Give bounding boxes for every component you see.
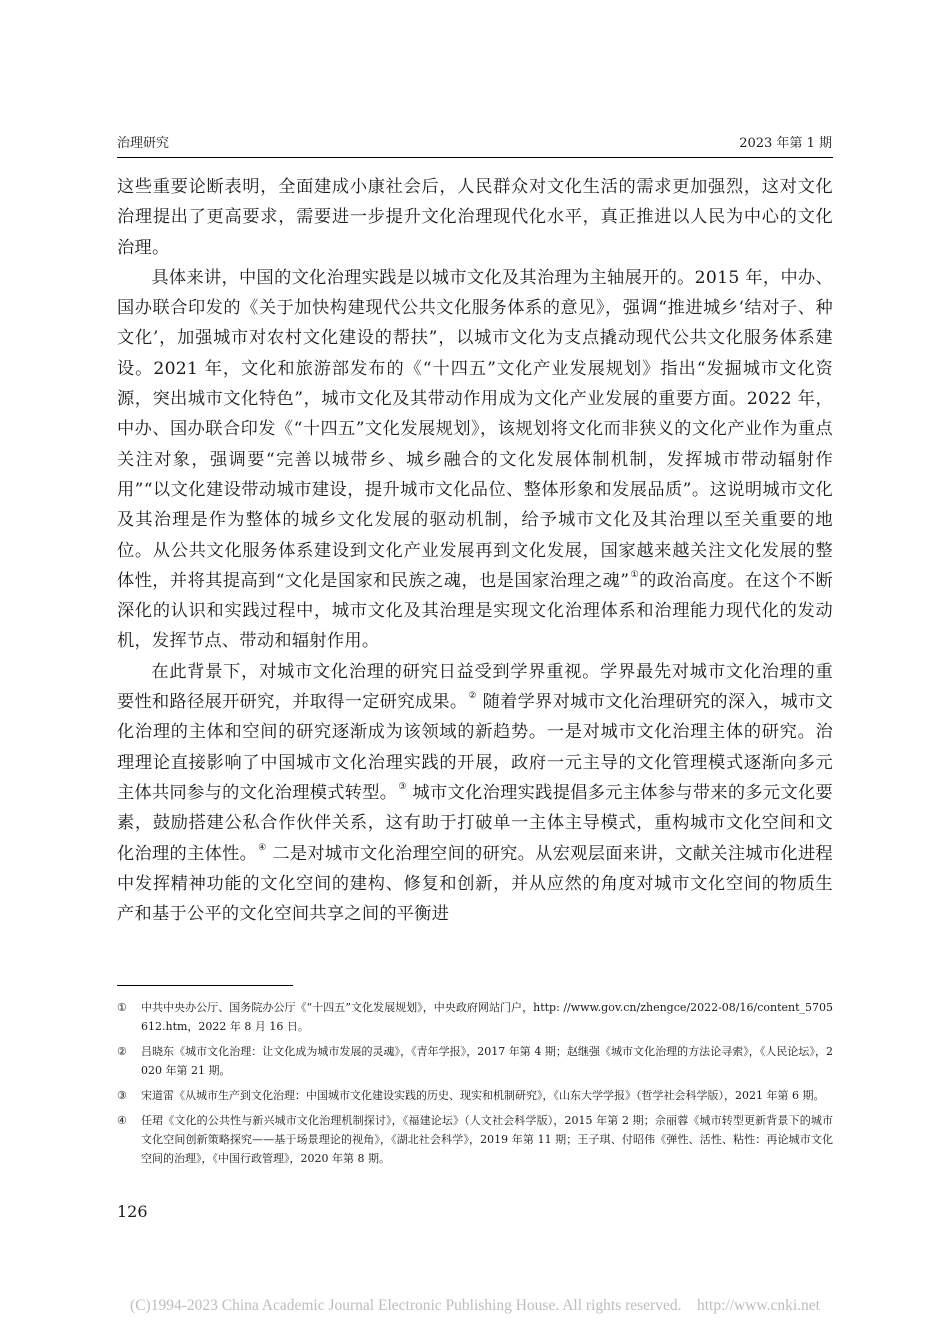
copyright-watermark: (C)1994-2023 China Academic Journal Electronic Publishing House. All rights reserved. http://www.cnki.net [130, 1297, 820, 1314]
paragraph-2-text-a: 具体来讲，中国的文化治理实践是以城市文化及其治理为主轴展开的。2015 年，中办、国办联合印发的《关于加快构建现代公共文化服务体系的意见》，强调“推进城乡‘结对子、种文化’，加强城市对农村文化建设的帮扶”，以城市文化为支点撬动现代公共文化服务体系建设。2021 年，文化和旅游部发布的《“十四五”文化产业发展规划》指出“发掘城市文化资源，突出城市文化特色”，城市文化及其带动作用成为文化产业发展的重要方面。2022 年，中办、国办联合印发《“十四五”文化发展规划》，该规划将文化而非狭义的文化产业作为重点关注对象，强调要“完善以城带乡、城乡融合的文化发展体制机制，发挥城市带动辐射作用”“以文化建设带动城市建设，提升城市文化品位、整体形象和发展品质”。这说明城市文化及其治理是作为整体的城乡文化发展的驱动机制，给予城市文化及其治理以至关重要的地位。从公共文化服务体系建设到文化产业发展再到文化发展，国家越来越关注文化发展的整体性，并将其提高到“文化是国家和民族之魂，也是国家治理之魂” [117, 267, 833, 591]
footnote-ref-3[interactable]: ③ [398, 782, 407, 793]
footnote-text: 任珺《文化的公共性与新兴城市文化治理机制探讨》，《福建论坛》（人文社会科学版），2015 年第 2 期；佘丽蓉《城市转型更新背景下的城市文化空间创新策略探究——基于场景理论的视角》，《湖北社会科学》，2019 年第 11 期；王子琪、付昭伟《弹性、活性、粘性：再论城市文化空间的治理》，《中国行政管理》，2020 年第 8 期。 [141, 1114, 833, 1165]
footnote-ref-4[interactable]: ④ [258, 842, 267, 853]
paragraph-3-text-b: 随着学界对城市文化治理研究的深入，城市文化治理的主体和空间的研究逐渐成为该领域的新趋势。一是对城市文化治理主体的研究。治理理论直接影响了中国城市文化治理实践的开展，政府一元主导的文化管理模式逐渐向多元主体共同参与的文化治理模式转型。 [117, 692, 833, 803]
paragraph-1: 这些重要论断表明，全面建成小康社会后，人民群众对文化生活的需求更加强烈，这对文化治理提出了更高要求，需要进一步提升文化治理现代化水平，真正推进以人民为中心的文化治理。 [117, 177, 833, 258]
footnote-ref-2[interactable]: ② [468, 691, 477, 702]
main-text [117, 172, 833, 929]
paragraph-3-text-a: 在此背景下，对城市文化治理的研究日益受到学界重视。学界最先对城市文化治理的重要性和路径展开研究，并取得一定研究成果。 [117, 661, 833, 713]
paragraph-3 [117, 657, 833, 930]
footnote-rule [117, 985, 293, 986]
page-number: 126 [117, 1202, 148, 1221]
paragraph-2 [117, 263, 833, 657]
footnote-mark: ④ [117, 1114, 127, 1127]
footnote-text: 中共中央办公厅、国务院办公厅《“十四五”文化发展规划》，中央政府网站门户，http: //www.gov.cn/zhengce/2022-08/16/content_5705612.htm，2022 年 8 月 16 日。 [141, 1001, 833, 1033]
paragraph-3-text-d: 二是对城市文化治理空间的研究。从宏观层面来讲，文献关注城市化进程中发挥精神功能的文化空间的建构、修复和创新，并从应然的角度对城市文化空间的物质生产和基于公平的文化空间共享之间的平衡进 [117, 843, 833, 925]
footnote-item [117, 1111, 833, 1168]
footnote-mark: ② [117, 1045, 127, 1058]
header-rule [117, 157, 833, 158]
footnote-item [117, 1042, 833, 1080]
footnote-mark: ① [117, 1001, 127, 1014]
footnote-item [117, 998, 833, 1036]
footnote-text: 宋道雷《从城市生产到文化治理：中国城市文化建设实践的历史、现实和机制研究》，《山东大学学报》（哲学社会科学版），2021 年第 6 期。 [141, 1089, 825, 1102]
issue-label: 2023 年第 1 期 [739, 136, 832, 151]
footnote-ref-1[interactable]: ① [630, 570, 640, 581]
footnote-text: 吕晓东《城市文化治理：让文化成为城市发展的灵魂》，《青年学报》，2017 年第 4 期；赵继强《城市文化治理的方法论寻索》，《人民论坛》，2020 年第 21 期。 [141, 1045, 833, 1077]
paragraph-3-text-c: 城市文化治理实践提倡多元主体参与带来的多元文化要素，鼓励搭建公私合作伙伴关系，这有助于打破单一主体主导模式，重构城市文化空间和文化治理的主体性。 [117, 782, 833, 864]
footnotes [117, 998, 833, 1174]
paragraph-2-text-b: 的政治高度。在这个不断深化的认识和实践过程中，城市文化及其治理是实现文化治理体系和治理能力现代化的发动机，发挥节点、带动和辐射作用。 [117, 570, 833, 652]
footnote-item [117, 1086, 833, 1105]
footnote-mark: ③ [117, 1089, 127, 1102]
running-header [117, 136, 832, 152]
journal-section-title: 治理研究 [117, 136, 170, 151]
